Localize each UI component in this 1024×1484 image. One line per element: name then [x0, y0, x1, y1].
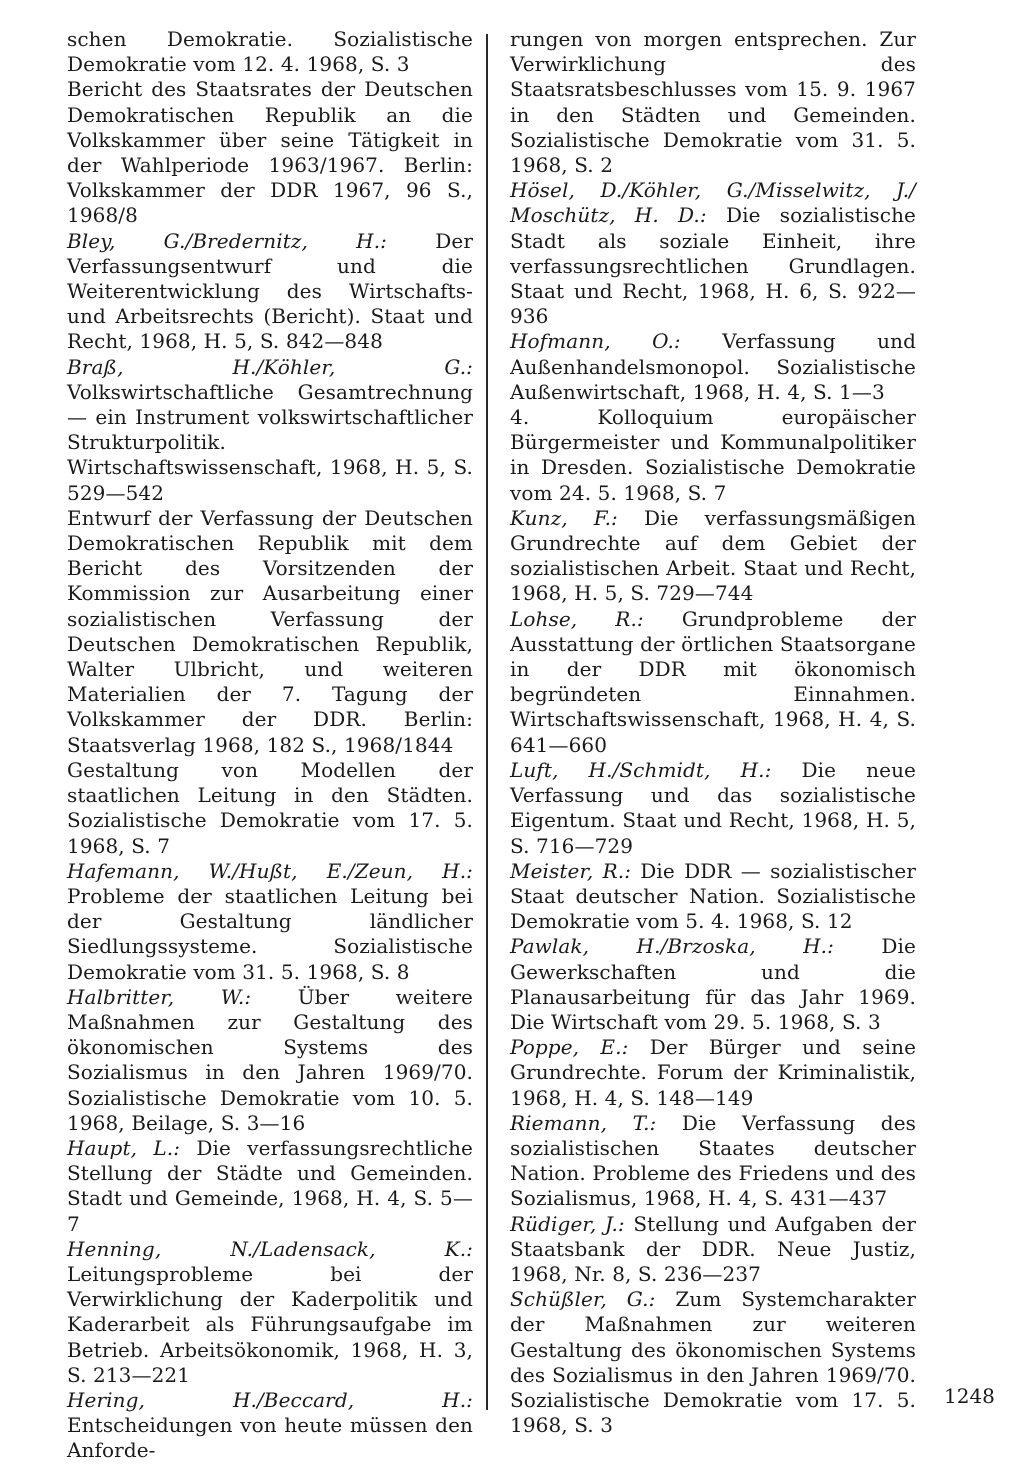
entry-text: Bericht des Staatsrates der Deutschen Demokratischen Republik an die Volkskammer über seine Tätigkeit in der Wahlperiode 1963/1967. Berlin: Volkskammer der DDR 1967, 96 S., 1968/8	[67, 77, 473, 228]
entry-text: Die neue Verfassung und das sozialistische Eigentum. Staat und Recht, 1968, H. 5, S. 716—729	[510, 757, 916, 858]
entry-text: Entwurf der Verfassung der Deutschen Demokratischen Republik mit dem Bericht des Vorsitzenden der Kommission zur Ausarbeitung einer sozialistischen Verfassung der Deutschen Demokratischen Republik, Walter Ulbricht, und weiteren Materialien der 7. Tagung der Volkskammer der DDR. Berlin: Staatsverlag 1968, 182 S., 1968/1844	[67, 505, 473, 757]
bibliography-entry	[67, 859, 473, 985]
entry-author: Hösel, D./Köhler, G./Misselwitz, J./ Moschütz, H. D.:	[510, 178, 916, 228]
entry-author: Luft, H./Schmidt, H.:	[510, 757, 772, 782]
bibliography-entry	[510, 758, 916, 859]
entry-text: Stellung und Aufgaben der Staatsbank der DDR. Neue Justiz, 1968, Nr. 8, S. 236—237	[510, 1211, 916, 1286]
entry-author: Meister, R.:	[510, 858, 632, 883]
bibliography-entry	[510, 1287, 916, 1438]
entry-author: Hafemann, W./Hußt, E./Zeun, H.:	[67, 858, 473, 883]
entry-text: Die verfassungsmäßigen Grundrechte auf dem Gebiet der sozialistischen Arbeit. Staat und Recht, 1968, H. 5, S. 729—744	[510, 505, 916, 606]
bibliography-entry	[510, 1212, 916, 1288]
entry-author: Poppe, E.:	[510, 1035, 629, 1060]
entry-text: Die Gewerkschaften und die Planausarbeitung für das Jahr 1969. Die Wirtschaft vom 29. 5. 1968, S. 3	[510, 934, 916, 1034]
bibliography-entry	[510, 405, 916, 506]
entry-text: Verfassung und Außenhandelsmonopol. Sozialistische Außenwirtschaft, 1968, H. 4, S. 1—3	[510, 329, 916, 404]
entry-text: Die sozialistische Stadt als soziale Einheit, ihre verfassungsrechtlichen Grundlagen. Staat und Recht, 1968, H. 6, S. 922—936	[510, 203, 916, 329]
bibliography-entry	[67, 1388, 473, 1464]
entry-author: Pawlak, H./Brzoska, H.:	[510, 934, 834, 959]
entry-text: Entscheidungen von heute müssen den Anforde-	[67, 1413, 473, 1463]
bibliography-entry	[510, 1035, 916, 1111]
bibliography-entry	[67, 758, 473, 859]
entry-author: Haupt, L.:	[67, 1135, 181, 1160]
entry-text: Über weitere Maßnahmen zur Gestaltung des ökonomischen Systems des Sozialismus in den Jahren 1969/70. Sozialistische Demokratie vom 10. 5. 1968, Beilage, S. 3—16	[67, 984, 473, 1135]
bibliography-entry	[510, 1111, 916, 1212]
entry-text: 4. Kolloquium europäischer Bürgermeister und Kommunalpolitiker in Dresden. Sozialistische Demokratie vom 24. 5. 1968, S. 7	[510, 405, 916, 505]
bibliography-entry	[510, 27, 916, 178]
entry-text: Volkswirtschaftliche Gesamtrechnung — ein Instrument volkswirtschaftlicher Strukturpolitik. Wirtschaftswissenschaft, 1968, H. 5, S. 529—542	[67, 379, 473, 505]
entry-author: Kunz, F.:	[510, 505, 618, 530]
entry-text: rungen von morgen entsprechen. Zur Verwirklichung des Staatsratsbeschlusses vom 15. 9. 1967 in den Städten und Gemeinden. Sozialistische Demokratie vom 31. 5. 1968, S. 2	[510, 27, 916, 178]
bibliography-entry	[510, 506, 916, 607]
bibliography-entry	[67, 77, 473, 228]
entry-text: Die DDR — sozialistischer Staat deutscher Nation. Sozialistische Demokratie vom 5. 4. 1968, S. 12	[510, 858, 916, 934]
entry-author: Lohse, R.:	[510, 606, 644, 631]
entry-author: Henning, N./Ladensack, K.:	[67, 1236, 473, 1261]
bibliography-entry	[67, 27, 473, 77]
entry-text: Zum Systemcharakter der Maßnahmen zur weiteren Gestaltung des ökonomischen Systems des Sozialismus in den Jahren 1969/70. Sozialistische Demokratie vom 17. 5. 1968, S. 3	[510, 1287, 916, 1438]
bibliography-entry	[67, 985, 473, 1136]
page-number: 1248	[944, 1384, 995, 1408]
bibliography-entry	[67, 1136, 473, 1237]
entry-text: Die Verfassung des sozialistischen Staates deutscher Nation. Probleme des Friedens und des Sozialismus, 1968, H. 4, S. 431—437	[510, 1110, 916, 1211]
right-column	[510, 27, 916, 1438]
entry-author: Bley, G./Bredernitz, H.:	[67, 228, 388, 253]
entry-text: Der Bürger und seine Grundrechte. Forum der Kriminalistik, 1968, H. 4, S. 148—149	[510, 1035, 917, 1110]
bibliography-entry	[510, 329, 916, 405]
entry-author: Rüdiger, J.:	[510, 1211, 625, 1236]
entry-author: Hofmann, O.:	[510, 329, 681, 354]
bibliography-entry	[67, 1237, 473, 1388]
entry-text: Der Verfassungsentwurf und die Weiterentwicklung des Wirtschafts- und Arbeitsrechts (Bericht). Staat und Recht, 1968, H. 5, S. 842—848	[67, 228, 473, 354]
entry-text: Grundprobleme der Ausstattung der örtlichen Staatsorgane in der DDR mit ökonomisch begründeten Einnahmen. Wirtschaftswissenschaft, 1968, H. 4, S. 641—660	[510, 606, 916, 757]
entry-text: schen Demokratie. Sozialistische Demokratie vom 12. 4. 1968, S. 3	[67, 27, 473, 77]
entry-author: Riemann, T.:	[510, 1110, 657, 1135]
bibliography-entry	[510, 934, 916, 1035]
bibliography-entry	[510, 859, 916, 935]
entry-author: Braß, H./Köhler, G.:	[67, 354, 473, 379]
left-column	[67, 27, 473, 1464]
entry-text: Probleme der staatlichen Leitung bei der Gestaltung ländlicher Siedlungssysteme. Sozialistische Demokratie vom 31. 5. 1968, S. 8	[67, 883, 473, 984]
bibliography-entry	[67, 355, 473, 506]
bibliography-entry	[510, 607, 916, 758]
entry-author: Halbritter, W.:	[67, 984, 252, 1009]
entry-author: Schüßler, G.:	[510, 1287, 656, 1312]
column-divider	[486, 34, 488, 1410]
bibliography-entry	[67, 506, 473, 758]
entry-text: Leitungsprobleme bei der Verwirklichung der Kaderpolitik und Kaderarbeit als Führungsaufgabe im Betrieb. Arbeitsökonomik, 1968, H. 3, S. 213—221	[67, 1261, 473, 1387]
bibliography-entry	[510, 178, 916, 329]
bibliography-entry	[67, 229, 473, 355]
entry-author: Hering, H./Beccard, H.:	[67, 1387, 473, 1412]
entry-text: Die verfassungsrechtliche Stellung der Städte und Gemeinden. Stadt und Gemeinde, 1968, H. 4, S. 5—7	[67, 1135, 473, 1236]
entry-text: Gestaltung von Modellen der staatlichen Leitung in den Städten. Sozialistische Demokratie vom 17. 5. 1968, S. 7	[67, 757, 473, 858]
